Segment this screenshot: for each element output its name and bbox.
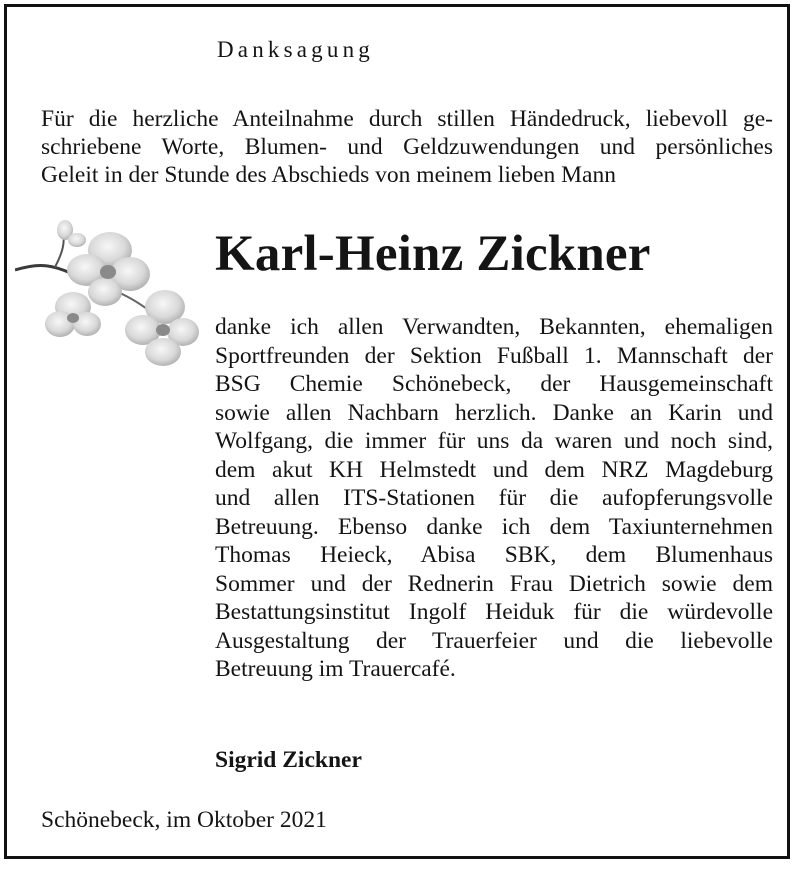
body-line: dem akut KH Helmstedt und dem NRZ Magdeburg xyxy=(215,456,773,483)
body-line: Wolfgang, die immer für uns da waren und noch sind, xyxy=(215,428,773,454)
body-line: sowie allen Nachbarn herzlich. Danke an Karin und xyxy=(215,399,773,426)
body-line: Sommer und der Rednerin Frau Dietrich sowie dem xyxy=(215,570,773,597)
body-line: Sportfreunden der Sektion Fußball 1. Mannschaft der xyxy=(215,342,773,369)
orchid-image xyxy=(15,212,215,387)
intro-text xyxy=(41,105,773,189)
body-line: Betreuung. Ebenso danke ich dem Taxiunternehmen xyxy=(215,513,773,540)
intro-line: Für die herzliche Anteilnahme durch stillen Händedruck, liebevoll ge- xyxy=(41,106,773,132)
body-line: Ausgestaltung der Trauerfeier und die liebevolle xyxy=(215,627,773,654)
notice-heading: Danksagung xyxy=(217,37,374,62)
signature: Sigrid Zickner xyxy=(215,747,362,773)
place-date: Schönebeck, im Oktober 2021 xyxy=(41,807,327,833)
body-line: danke ich allen Verwandten, Bekannten, ehemaligen xyxy=(215,314,773,340)
deceased-name: Karl-Heinz Zickner xyxy=(215,226,651,282)
intro-line: schriebene Worte, Blumen- und Geldzuwendungen und persönliches xyxy=(41,134,773,160)
intro-line: Geleit in der Stunde des Abschieds von meinem lieben Mann xyxy=(41,162,616,188)
notice-frame xyxy=(4,4,790,859)
body-line: Betreuung im Trauercafé. xyxy=(215,656,456,682)
body-text xyxy=(215,313,773,684)
body-line: Bestattungsinstitut Ingolf Heiduk für die würdevolle xyxy=(215,599,773,625)
body-line: und allen ITS-Stationen für die aufopferungsvolle xyxy=(215,485,773,511)
body-line: BSG Chemie Schönebeck, der Hausgemeinschaft xyxy=(215,371,773,397)
body-line: Thomas Heieck, Abisa SBK, dem Blumenhaus xyxy=(215,542,773,568)
